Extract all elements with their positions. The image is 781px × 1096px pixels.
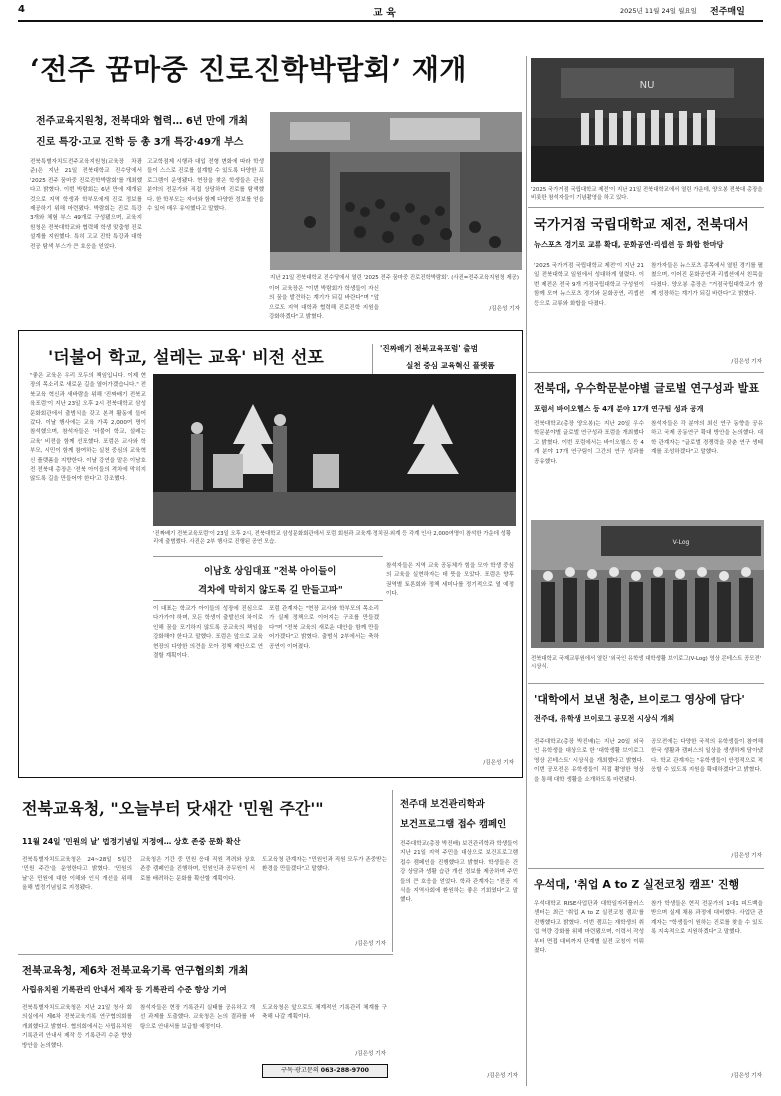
records-byline: /김은성 기자	[355, 1051, 386, 1057]
header-rule	[18, 20, 763, 22]
top-subhead-1: 전주교육지원청, 전북대와 협력… 6년 만에 개최	[36, 116, 249, 127]
right-rule-3	[528, 683, 764, 684]
forum-body-col4: 참석자들은 지역 교육 공동체가 힘을 모아 학생 중심의 교육을 실현하자는 데 뜻을 모았다. 포럼은 향후 권역별 토론회와 정책 세미나를 정기적으로 열 예정이다.	[386, 563, 514, 598]
civil-week-headline: 전북교육청, "오늘부터 닷새간 '민원 주간'"	[22, 799, 324, 818]
right1-body-col1: '2025 국가거점 국립대학교 제전'이 지난 21일 전북대학교 일원에서 성대하게 열렸다. 이번 제전은 전국 9개 거점국립대학교 구성원이 함께 모여 뉴스포츠 경기와 문화공연, 리셉션 등으로 교류와 화합을 다졌다.	[534, 263, 644, 307]
jeonbuk-event-photo	[531, 58, 764, 182]
svg-text:V-Log: V-Log	[672, 539, 690, 546]
records-body-col3: 도교육청은 앞으로도 체계적인 기록관리 체계를 구축해 나갈 계획이다.	[262, 1005, 387, 1021]
right-rule-2	[528, 372, 764, 373]
forum-quote-line-1: 이남호 상임대표 "전북 아이들이	[204, 566, 337, 577]
right1-headline: 국가거점 국립대학교 제전, 전북대서	[534, 217, 749, 233]
civil-week-byline: /김은성 기자	[355, 941, 386, 947]
paper-name: 전주매일	[710, 7, 745, 17]
right3-body-col2: 공모전에는 다양한 국적의 유학생들이 참여해 한국 생활과 캠퍼스의 일상을 생생하게 담아냈다. 학교 관계자는 "유학생들이 안정적으로 적응할 수 있도록 지원을 확대하겠다"고 밝혔다.	[651, 739, 763, 774]
civil-week-body-col3: 도교육청 관계자는 "민원인과 직원 모두가 존중받는 환경을 만들겠다"고 말했다.	[262, 857, 387, 873]
top-body-col3: 이어 교육장은 "이번 박람회가 학생들이 자신의 꿈을 발견하는 계기가 되길 바란다"며 "앞으로도 지역 대학과 협력해 진로진학 지원을 강화하겠다"고 밝혔다.	[269, 286, 379, 321]
forum-body-col3: 포럼 관계자는 "현장 교사와 학부모의 목소리가 실제 정책으로 이어지는 구조를 만들겠다"며 "전북 교육의 새로운 대안을 함께 만들어가겠다"고 밝혔다. 출범식 2부에서는 축하 공연이 이어졌다.	[269, 606, 379, 650]
right2-body-col1: 전북대학교(총장 양오봉)는 지난 20일 우수학문분야별 글로벌 연구성과 포럼을 개최했다고 밝혔다. 이번 포럼에서는 바이오헬스 등 4개 분야 17개 연구팀이 그간의 연구 성과를 공유했다.	[534, 421, 644, 465]
forum-quote-rule-top	[153, 556, 383, 557]
right4-body-col2: 참가 학생들은 현직 전문가의 1대1 피드백을 받으며 실제 채용 과정에 대비했다. 사업단 관계자는 "학생들이 원하는 진로를 찾을 수 있도록 지속적으로 지원하겠다"고 말했다.	[651, 901, 763, 936]
subscription-box	[262, 1064, 388, 1078]
top-body-col2: 고교학점제 시행과 대입 전형 변화에 따라 학생들이 스스로 진로를 설계할 수 있도록 다양한 프로그램이 운영됐다. 현장을 찾은 학생들은 관심 분야의 전문가와 직접 상담하며 진로를 탐색했다. 한 학부모는 자녀와 함께 다양한 정보를 얻을 수 있어 매우 유익했다고 말했다.	[147, 159, 264, 213]
mid-column-divider	[392, 790, 393, 952]
section-label: 교 육	[373, 8, 396, 19]
health-dept-body: 전주대학교(총장 박진배) 보건관리학과 학생들이 지난 21일 지역 주민을 대상으로 보건프로그램 접수 캠페인을 진행했다고 밝혔다. 학생들은 건강 상담과 생활 습관 개선 정보를 제공하며 주민들의 큰 호응을 얻었다. 학과 관계자는 "전공 지식을 지역사회에 환원하는 좋은 기회였다"고 말했다.	[400, 841, 518, 904]
records-body-col2: 참석자들은 현장 기록관리 실태를 공유하고 개선 과제를 도출했다. 교육청은 논의 결과를 바탕으로 안내서를 보급할 예정이다.	[140, 1005, 255, 1030]
health-dept-subhead: 보건프로그램 접수 캠페인	[400, 819, 507, 830]
forum-body-col2: 이 대표는 학교가 아이들의 성장에 진심으로 다가가야 하며, 모든 학생이 출발선의 차이로 인해 꿈을 포기하지 않도록 공교육의 책임을 강화해야 한다고 말했다. 포럼은 앞으로 교육 현장의 다양한 의견을 모아 정책 제안으로 연결할 계획이다.	[153, 606, 263, 660]
forum-kicker-1: '진짜배기 전북교육포럼' 출범	[380, 344, 478, 353]
forum-kicker-2: 실천 중심 교육혁신 플랫폼	[406, 361, 495, 370]
masthead	[18, 4, 763, 18]
records-body-col1: 전북특별자치도교육청은 지난 21일 청사 회의실에서 제6차 전북교육기록 연구협의회를 개최했다고 밝혔다. 협의회에서는 사립유치원 기록관리 안내서 제작 등 기록관리 수준 향상 방안을 논의했다.	[22, 1005, 132, 1049]
forum-quote-line-2: 격차에 막히지 않도록 길 만들고파"	[198, 585, 343, 596]
top-subhead-2: 진로 특강·고교 진학 등 총 3개 특강·49개 부스	[36, 137, 244, 148]
forum-headline: '더불어 학교, 설레는 교육' 비전 선포	[48, 348, 324, 368]
right2-body-col2: 참석자들은 각 분야의 최신 연구 동향을 공유하고 국제 공동연구 확대 방안을 논의했다. 대학 관계자는 "글로벌 경쟁력을 갖춘 연구 생태계를 조성하겠다"고 말했다.	[651, 421, 763, 456]
right4-headline: 우석대, '취업 A to Z 실전코칭 캠프' 진행	[534, 878, 740, 891]
subscription-phone: 063-288-9700	[320, 1067, 369, 1074]
forum-photo-caption: '진짜배기 전북교육포럼'이 23일 오후 2시, 전북대학교 삼성문화회관에서 포럼 회원과 교육계·정치권·외계 등 각계 인사 2,000여명이 참석한 가운데 성황리에 출범했다. 사진은 2부 행사로 진행된 공연 모습.	[153, 531, 512, 545]
top-body-col1: 전북특별자치도전주교육지원청(교육장 차광준)은 지난 21일 전북대학교 진수당에서 '2025 전주 꿈마중 진로진학박람회'를 개최했다고 밝혔다. 이번 박람회는 6년 만에 재개된 것으로 지역 학생과 학부모에게 진로 정보를 제공하기 위해 마련됐다. 박람회는 진로 특강 3개와 체험 부스 49개로 구성됐으며, 교육지원청은 전북대학교와 협력해 학생 맞춤형 진로 설계를 지원했다. 특히 고교 진학 특강과 대학 전공 탐색 부스가 큰 호응을 얻었다.	[30, 159, 142, 250]
civil-week-body-col2: 교육청은 기간 중 민원 응대 직원 격려와 상호 존중 캠페인을 진행하며, 민원인과 공무원이 서로를 배려하는 문화를 확산할 계획이다.	[140, 857, 255, 882]
civil-week-body-col1: 전북특별자치도교육청은 24~28일 5일간 '민원 주간'을 운영한다고 밝혔다. '민원의 날'은 민원에 대한 이해와 인식 개선을 위해 올해 법정기념일로 지정됐다.	[22, 857, 132, 892]
forum-stage-photo	[153, 374, 516, 526]
health-dept-headline: 전주대 보건관리학과	[400, 799, 485, 810]
issue-date: 2025년 11월 24일 월요일	[620, 7, 697, 15]
forum-body-col1: "좋은 교육은 우리 모두의 책임입니다. 이제 현장의 목소리로 새로운 길을 열어가겠습니다." 전북교육 혁신과 새바람을 위해 '진짜배기 전북교육포럼'이 지난 23일 오후 2시 전북대학교 삼성문화회관에서 출범식을 갖고 본격 활동에 들어갔다. 이날 행사에는 교육 가족 2,000여 명이 참석했으며, 참석자들은 '더불어 학교, 설레는 교육' 비전을 함께 선포했다. 포럼은 교사와 학부모, 시민이 함께 참여하는 실천 중심의 교육혁신 플랫폼을 지향한다. 이날 강연을 맡은 이남호 전 전북대 총장은 '전북 아이들의 격차에 막히지 않도록 길을 만들어야 한다'고 강조했다.	[30, 373, 146, 483]
vlog-award-photo	[531, 520, 764, 648]
right3-body-col1: 전주대학교(총장 박진배)는 지난 20일 외국인 유학생을 대상으로 한 '대학생활 브이로그 영상 콘테스트' 시상식을 개최했다고 밝혔다. 이번 공모전은 유학생들이 직접 촬영한 영상을 통해 대학 생활을 소개하도록 마련됐다.	[534, 739, 644, 783]
top-headline: ‘전주 꿈마중 진로진학박람회’ 재개	[30, 53, 467, 86]
forum-kicker-divider	[372, 344, 373, 374]
records-headline: 전북교육청, 제6차 전북교육기록 연구협의회 개최	[22, 965, 249, 977]
right3-headline: '대학에서 보낸 청춘, 브이로그 영상에 담다'	[534, 693, 745, 706]
right4-byline: /김은성 기자	[731, 1073, 762, 1079]
records-rule	[18, 954, 393, 955]
vlog-award-caption: 전북대학교 국제교류원에서 열린 '외국인 유학생 대학생활 브이로그(V-Log) 영상 콘테스트 공모전' 시상식.	[531, 656, 762, 670]
column-divider	[526, 56, 527, 1086]
right4-body-col1: 우석대학교 RISE사업단과 대학일자리플러스센터는 최근 '취업 A to Z 실전코칭 캠프'를 진행했다고 밝혔다. 이번 캠프는 재학생의 취업 역량 강화를 위해 마련됐으며, 이력서 작성부터 면접 대비까지 단계별 실전 코칭이 이뤄졌다.	[534, 901, 644, 955]
right3-byline: /김은성 기자	[731, 853, 762, 859]
svg-text:NU: NU	[639, 80, 655, 91]
right1-byline: /김은성 기자	[731, 359, 762, 365]
right-rule-1	[528, 207, 764, 208]
right2-headline: 전북대, 우수학문분야별 글로벌 연구성과 발표	[534, 382, 760, 395]
forum-quote-rule-bottom	[153, 600, 383, 601]
health-dept-byline: /김은성 기자	[487, 1073, 518, 1079]
top-body-tail: /김은성 기자	[489, 306, 520, 312]
right2-subhead: 포럼서 바이오헬스 등 4개 분야 17개 연구팀 성과 공개	[534, 405, 704, 413]
jeonbuk-event-caption: '2025 국가거점 국립대학교 제전'이 지난 21일 전북대학교에서 열린 가운데, 양오봉 전북대 총장을 비롯한 참석자들이 기념촬영을 하고 있다.	[531, 187, 763, 201]
right3-subhead: 전주대, 유학생 브이로그 공모전 시상식 개최	[534, 714, 675, 723]
right1-subhead: 뉴스포츠 경기로 교류 확대, 문화공연·리셉션 등 화합 한마당	[534, 240, 724, 249]
expo-photo	[270, 112, 522, 270]
records-subhead: 사립유치원 기록관리 안내서 제작 등 기록관리 수준 향상 기여	[22, 985, 227, 994]
subscription-label: 구독·광고문의	[280, 1067, 319, 1074]
page-number: 4	[18, 4, 25, 15]
expo-photo-caption: 지난 21일 전북대학교 진수당에서 열린 '2025 전주 꿈마중 진로진학박람회'. (사진=전주교육지원청 제공)	[270, 275, 519, 281]
right1-body-col2: 참가자들은 뉴스포츠 종목에서 열띤 경기를 펼쳤으며, 이어진 문화공연과 리셉션에서 친목을 다졌다. 양오봉 총장은 "거점국립대학교가 함께 성장하는 계기가 되길 바란다"고 밝혔다.	[651, 263, 763, 298]
right-rule-4	[528, 868, 764, 869]
civil-week-subhead: 11월 24일 '민원의 날' 법정기념일 지정에… 상호 존중 문화 확산	[22, 837, 241, 846]
forum-byline: /김은성 기자	[483, 760, 514, 766]
